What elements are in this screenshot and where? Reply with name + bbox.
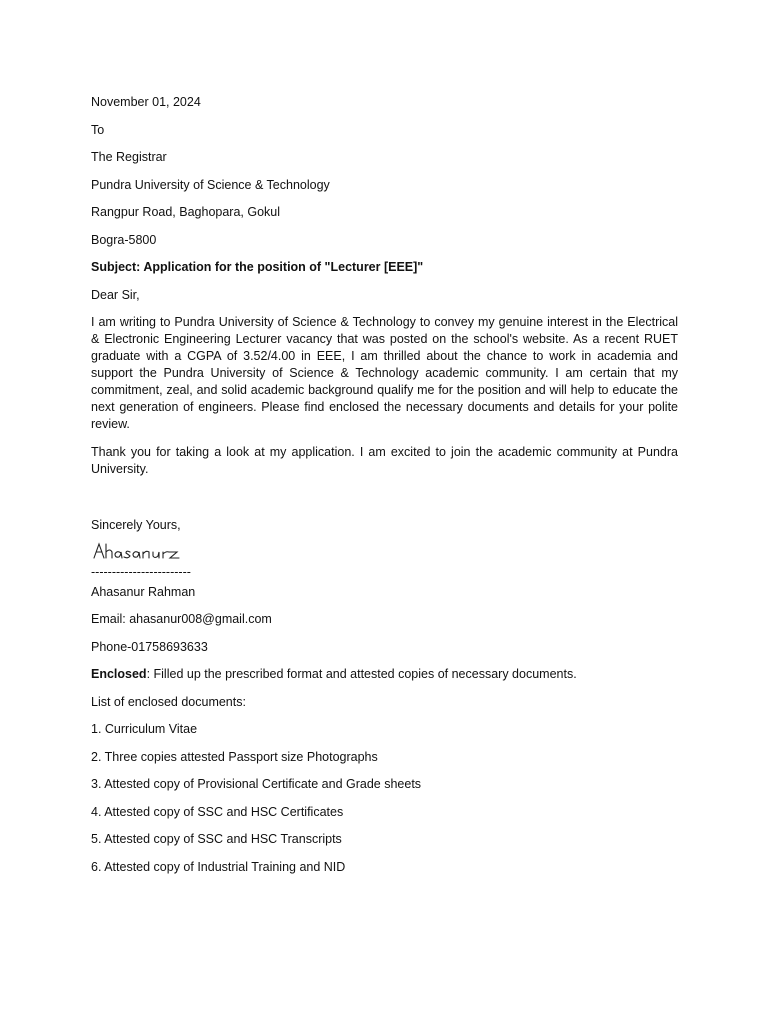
signature-line: ------------------------ [91, 564, 191, 579]
to-label: To [91, 122, 105, 137]
handwritten-signature [91, 540, 678, 566]
closing: Sincerely Yours, [91, 517, 181, 532]
sender-name: Ahasanur Rahman [91, 584, 196, 599]
letter-page [91, 94, 678, 886]
document-item-4: 4. Attested copy of SSC and HSC Certificates [91, 804, 344, 819]
enclosed-text: : Filled up the prescribed format and attested copies of necessary documents. [146, 667, 577, 681]
letter-subject: Subject: Application for the position of "Lecturer [EEE]" [91, 260, 424, 274]
recipient-address-line-2: Bogra-5800 [91, 232, 157, 247]
document-item-5: 5. Attested copy of SSC and HSC Transcripts [91, 832, 342, 846]
recipient-address-line-1: Rangpur Road, Baghopara, Gokul [91, 205, 281, 219]
document-item-2: 2. Three copies attested Passport size Photographs [91, 749, 378, 764]
body-paragraph-1: I am writing to Pundra University of Science & Technology to convey my genuine interest in the Electrical & Electronic Engineering Lecturer vacancy that was posted on the school's website. As a recent RUET graduate with a CGPA of 3.52/4.00 in EEE, I am thrilled about the chance to work in academia and support the Pundra University of Science & Technology academic community. I am certain that my commitment, zeal, and solid academic background qualify me for the position and will help to educate the next generation of engineers. Please find enclosed the necessary documents and details for your polite review. [91, 315, 678, 431]
salutation: Dear Sir, [91, 287, 140, 302]
document-item-1: 1. Curriculum Vitae [91, 722, 198, 736]
document-list-heading: List of enclosed documents: [91, 694, 246, 709]
enclosed-label: Enclosed [91, 667, 147, 681]
document-item-3: 3. Attested copy of Provisional Certificate and Grade sheets [91, 777, 422, 791]
body-paragraph-2: Thank you for taking a look at my application. I am excited to join the academic community at Pundra University. [91, 444, 678, 476]
document-item-6: 6. Attested copy of Industrial Training and NID [91, 859, 346, 874]
signature-image [91, 540, 191, 564]
recipient-institution: Pundra University of Science & Technology [91, 177, 330, 192]
enclosed-line [91, 666, 678, 683]
recipient-title: The Registrar [91, 150, 167, 164]
sender-phone: Phone-01758693633 [91, 639, 208, 654]
sender-email: Email: ahasanur008@gmail.com [91, 612, 272, 626]
letter-date: November 01, 2024 [91, 95, 201, 109]
